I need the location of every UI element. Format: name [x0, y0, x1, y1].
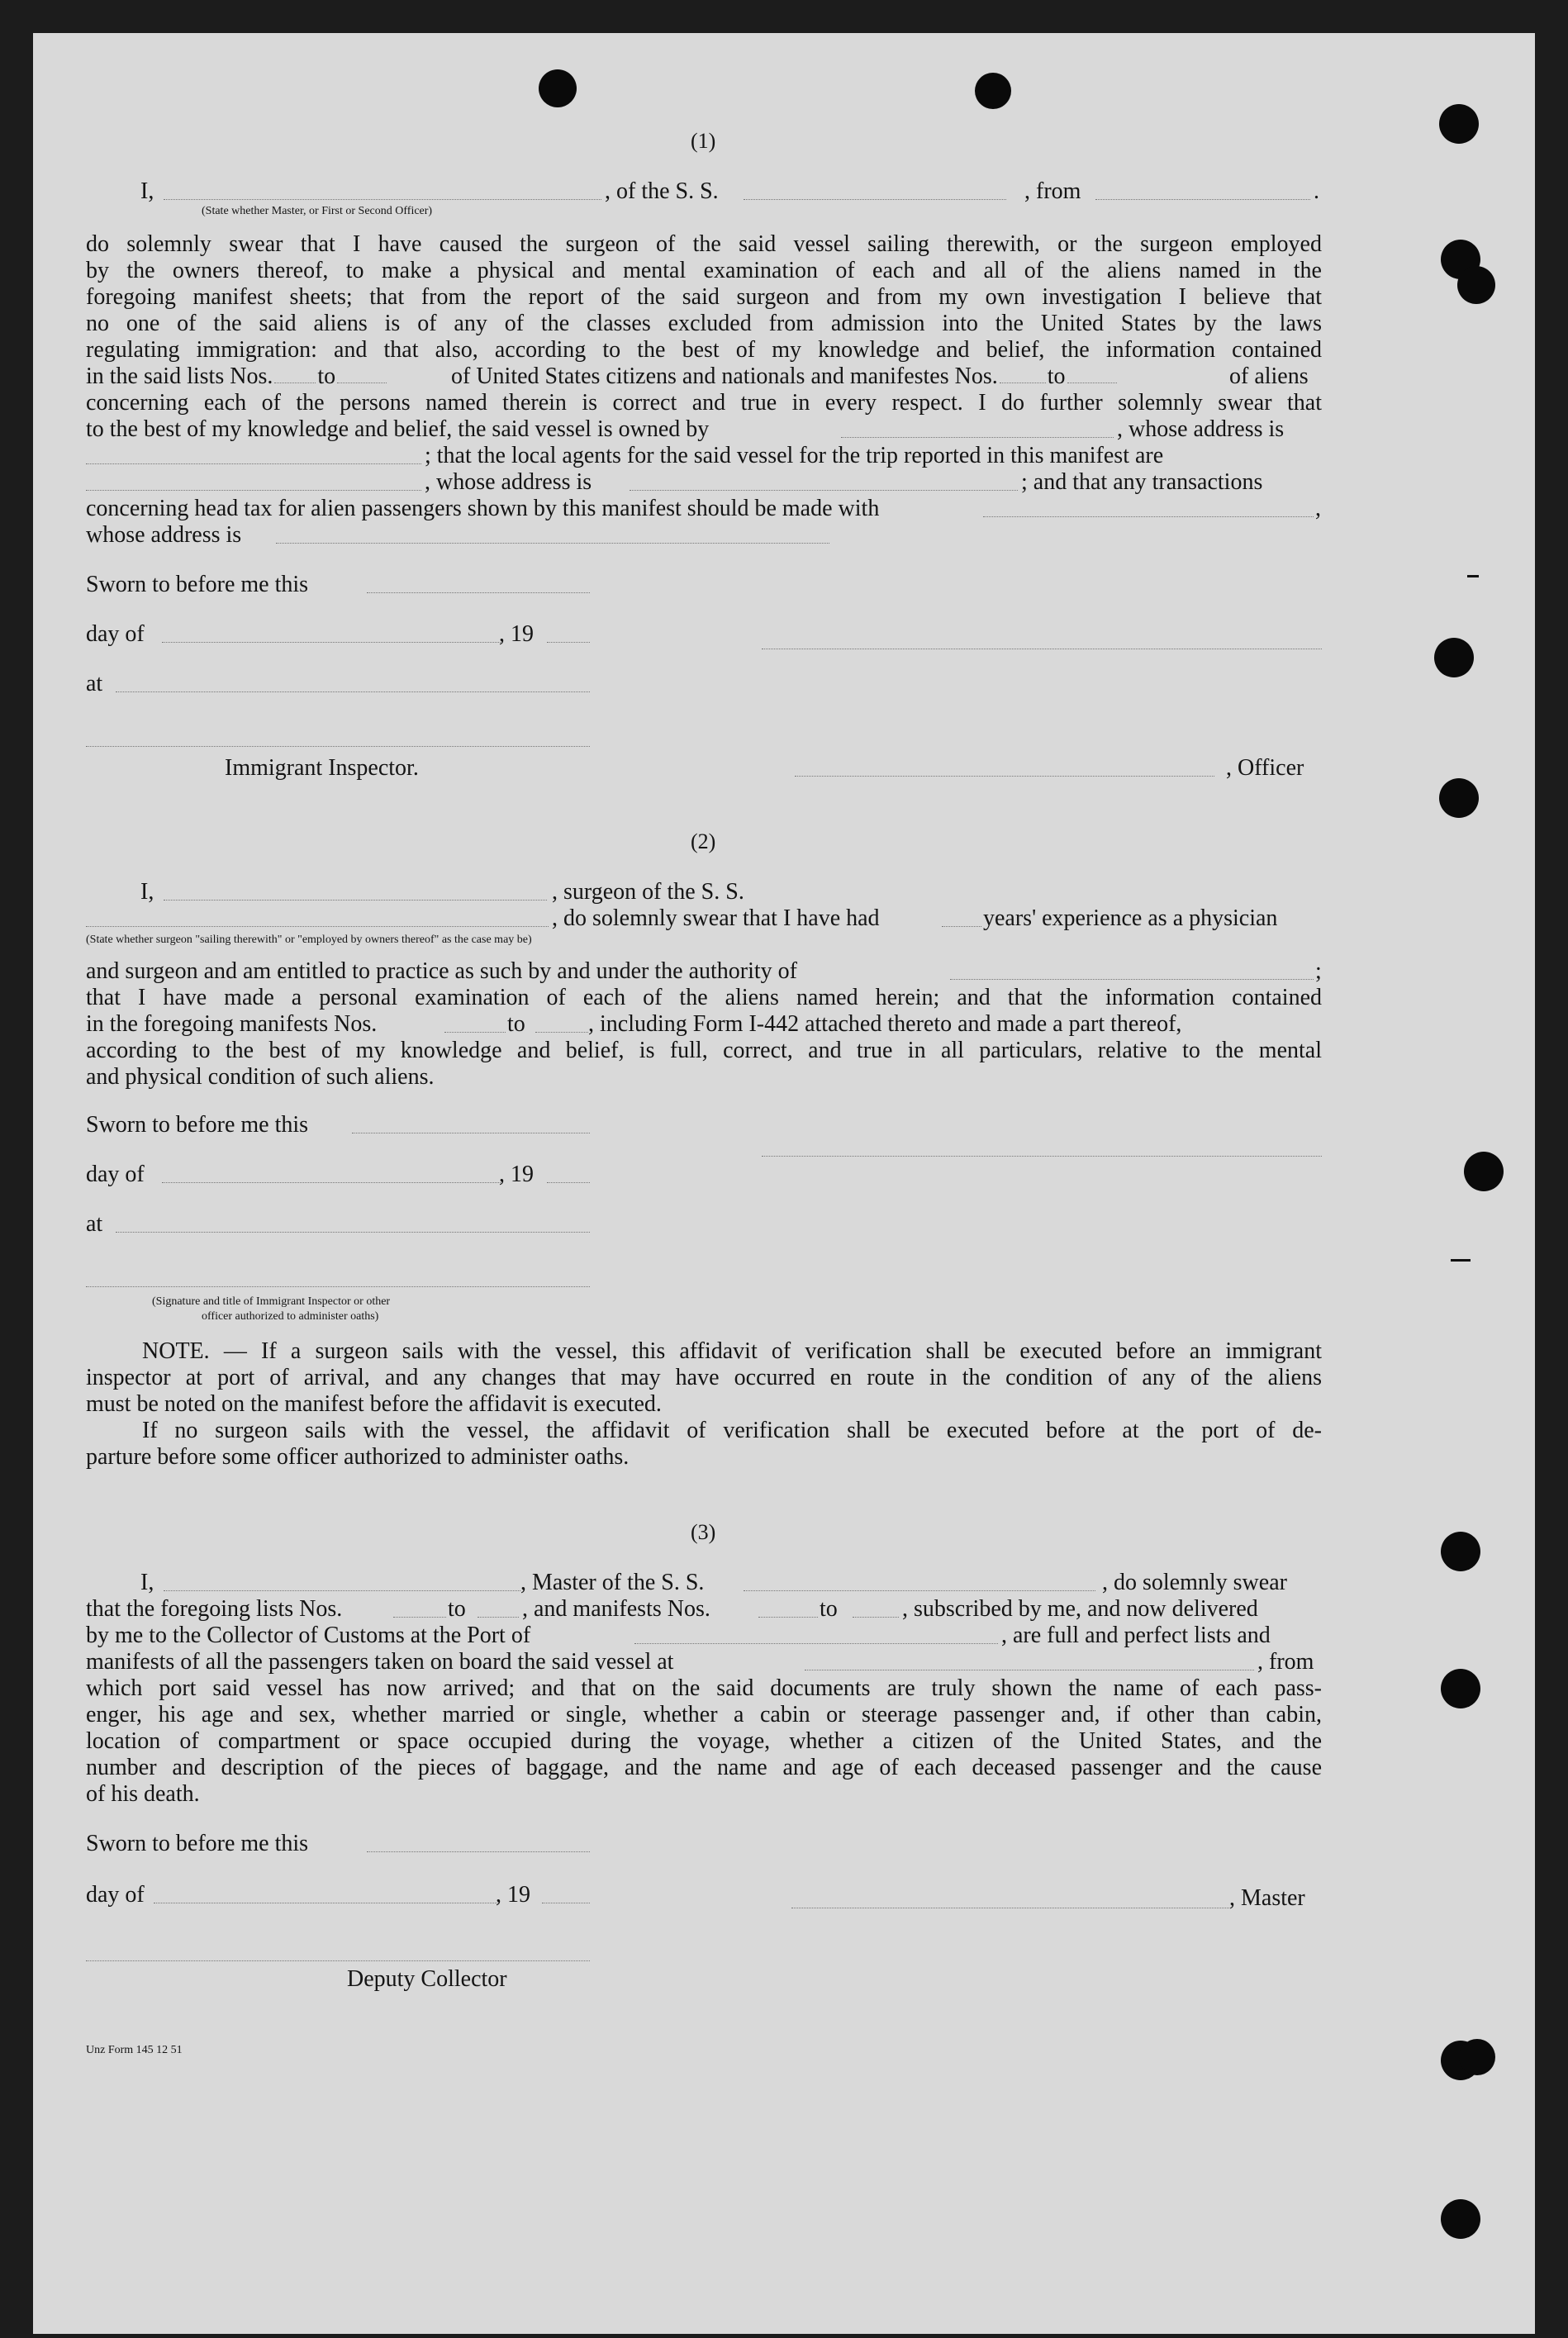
- text: to: [1047, 364, 1066, 389]
- note-line: must be noted on the manifest before the affidavit is executed.: [86, 1391, 662, 1417]
- sworn-date-field[interactable]: [352, 1132, 590, 1133]
- at-label: at: [86, 1211, 103, 1237]
- body-line: number and description of the pieces of baggage, and the name and age of each deceased passenger and the cause: [86, 1755, 1322, 1780]
- note-line: NOTE. — If a surgeon sails with the vessel, this affidavit of verification shall be executed before an immigrant: [142, 1338, 1322, 1364]
- agents-field[interactable]: [86, 489, 421, 491]
- from-port-field[interactable]: [1095, 198, 1310, 200]
- ship-name-field[interactable]: [744, 1590, 1095, 1591]
- section-3-number: (3): [691, 1520, 716, 1544]
- signature-note: (Signature and title of Immigrant Inspector or other: [152, 1295, 391, 1308]
- text: by me to the Collector of Customs at the Port of: [86, 1623, 531, 1648]
- body-line: regulating immigration: and that also, according to the best of my knowledge and belief, the information contained: [86, 337, 1322, 363]
- text: , including Form I-442 attached thereto and made a part thereof,: [588, 1011, 1182, 1037]
- sworn-date-field[interactable]: [367, 592, 590, 593]
- text: , from: [1024, 178, 1081, 204]
- at-field[interactable]: [116, 691, 590, 692]
- master-signature-field[interactable]: [791, 1907, 1229, 1908]
- officer-name-field[interactable]: [795, 775, 1214, 777]
- at-label: at: [86, 671, 103, 696]
- body-line: do solemnly swear that I have caused the surgeon of the said vessel sailing therewith, or the surgeon employed: [86, 231, 1322, 257]
- signature-note: officer authorized to administer oaths): [202, 1310, 379, 1323]
- surgeon-name-field[interactable]: [164, 899, 547, 901]
- list-from-field[interactable]: [274, 382, 316, 383]
- deputy-signature-field[interactable]: [86, 1960, 590, 1961]
- text: , are full and perfect lists and: [1001, 1623, 1271, 1648]
- text: to: [448, 1596, 466, 1622]
- manifest-to-field[interactable]: [853, 1616, 899, 1618]
- agents-address-field[interactable]: [630, 489, 1018, 491]
- text: , Master of the S. S.: [520, 1570, 705, 1595]
- list-to-field[interactable]: [478, 1616, 519, 1618]
- text: whose address is: [86, 522, 242, 548]
- text: of United States citizens and nationals and manifestes Nos.: [451, 364, 998, 389]
- text: of aliens: [1229, 364, 1309, 389]
- text: years' experience as a physician: [983, 905, 1278, 931]
- port-field[interactable]: [634, 1642, 998, 1644]
- text: , surgeon of the S. S.: [552, 879, 744, 905]
- note-line: inspector at port of arrival, and any changes that may have occurred en route in the condition of any of the aliens: [86, 1365, 1322, 1390]
- body-line: which port said vessel has now arrived; and that on the said documents are truly shown the name of each pass-: [86, 1675, 1322, 1701]
- officer-label: , Officer: [1226, 755, 1304, 781]
- head-tax-field[interactable]: [983, 516, 1314, 517]
- text: and surgeon and am entitled to practice as such by and under the authority of: [86, 958, 797, 984]
- text: , whose address is: [1117, 416, 1285, 442]
- text: manifests of all the passengers taken on board the said vessel at: [86, 1649, 674, 1675]
- list-to-field[interactable]: [337, 382, 387, 383]
- owner-line: [86, 416, 709, 443]
- text: ;: [1315, 958, 1322, 984]
- surgeon-ship-field[interactable]: [86, 925, 549, 927]
- manifest-from-field[interactable]: [758, 1616, 818, 1618]
- embark-port-field[interactable]: [805, 1669, 1254, 1670]
- body-line: and physical condition of such aliens.: [86, 1064, 435, 1090]
- inspector-signature-field[interactable]: [86, 745, 590, 747]
- text: I,: [140, 879, 154, 905]
- owner-address-field[interactable]: [86, 463, 421, 464]
- year-field[interactable]: [547, 1181, 590, 1183]
- years-field[interactable]: [942, 925, 981, 927]
- year-label: , 19: [499, 1162, 534, 1187]
- text: , subscribed by me, and now delivered: [902, 1596, 1258, 1622]
- body-line: according to the best of my knowledge and belief, is full, correct, and true in all particulars, relative to the mental: [86, 1038, 1322, 1063]
- section-2-number: (2): [691, 829, 716, 853]
- body-line: enger, his age and sex, whether married or single, whether a cabin or steerage passenger and, if other than cabin,: [86, 1702, 1322, 1727]
- at-field[interactable]: [116, 1231, 590, 1233]
- day-label: day of: [86, 1162, 145, 1187]
- section-1-line-1b: [605, 178, 719, 205]
- year-field[interactable]: [547, 641, 590, 643]
- text: to: [317, 364, 336, 389]
- surgeon-signature-field[interactable]: [762, 1155, 1322, 1157]
- text: that the foregoing lists Nos.: [86, 1596, 343, 1622]
- section-1-line-1: [140, 178, 154, 205]
- note-line: parture before some officer authorized to administer oaths.: [86, 1444, 630, 1470]
- manifest-to-field[interactable]: [1067, 382, 1117, 383]
- day-label: day of: [86, 621, 145, 647]
- list-from-field[interactable]: [393, 1616, 446, 1618]
- lists-line: [86, 364, 388, 390]
- text: .: [1314, 178, 1319, 204]
- text: ; and that any transactions: [1021, 469, 1263, 495]
- body-line: concerning each of the persons named therein is correct and true in every respect. I do further solemnly swear that: [86, 390, 1322, 416]
- text: to the best of my knowledge and belief, the said vessel is owned by: [86, 416, 710, 442]
- year-label: , 19: [499, 621, 534, 647]
- body-line: that I have made a personal examination of each of the aliens named herein; and that the information contained: [86, 985, 1322, 1010]
- field-note: (State whether Master, or First or Second Officer): [202, 205, 433, 217]
- day-field[interactable]: [154, 1902, 497, 1903]
- text: concerning head tax for alien passengers shown by this manifest should be made with: [86, 496, 880, 521]
- year-label: , 19: [496, 1882, 530, 1908]
- lists-line-b: [451, 364, 1119, 390]
- manifest-from-field[interactable]: [1000, 382, 1046, 383]
- text: I,: [140, 1570, 154, 1595]
- text: I,: [140, 178, 154, 204]
- text: in the said lists Nos.: [86, 364, 273, 389]
- day-label: day of: [86, 1882, 145, 1908]
- form-id: Unz Form 145 12 51: [86, 2044, 183, 2056]
- manifest-to-field[interactable]: [535, 1031, 588, 1033]
- master-name-field[interactable]: [164, 1590, 520, 1591]
- sworn-date-field[interactable]: [367, 1851, 590, 1852]
- body-line: of his death.: [86, 1781, 200, 1807]
- text: in the foregoing manifests Nos.: [86, 1011, 378, 1037]
- text: , do solemnly swear: [1102, 1570, 1287, 1595]
- section-1-line-1c: [1024, 178, 1081, 205]
- officer-signature-field[interactable]: [762, 648, 1322, 649]
- body-line: foregoing manifest sheets; that from the report of the said surgeon and from my own investigation I believe that: [86, 284, 1322, 310]
- text: , whose address is: [425, 469, 592, 495]
- text: ; that the local agents for the said vessel for the trip reported in this manifest are: [425, 443, 1164, 468]
- text: , and manifests Nos.: [522, 1596, 710, 1622]
- master-label: , Master: [1229, 1885, 1305, 1911]
- year-field[interactable]: [542, 1902, 590, 1903]
- body-line: no one of the said aliens is of any of the classes excluded from admission into the United States by the laws: [86, 311, 1322, 336]
- deputy-label: Deputy Collector: [347, 1966, 507, 1992]
- text: , of the S. S.: [605, 178, 719, 204]
- note-line: If no surgeon sails with the vessel, the affidavit of verification shall be executed before at the port of de-: [142, 1418, 1322, 1443]
- body-line: by the owners thereof, to make a physical and mental examination of each and all of the aliens named in the: [86, 258, 1322, 283]
- text: , do solemnly swear that I have had: [552, 905, 880, 931]
- authority-field[interactable]: [950, 978, 1314, 980]
- ship-name-field[interactable]: [744, 198, 1006, 200]
- day-field[interactable]: [162, 641, 501, 643]
- owner-field[interactable]: [841, 436, 1114, 438]
- inspector-signature-field[interactable]: [86, 1285, 590, 1287]
- section-1-number: (1): [691, 129, 716, 153]
- inspector-label: Immigrant Inspector.: [225, 755, 419, 781]
- day-field[interactable]: [162, 1181, 501, 1183]
- text: ,: [1315, 496, 1321, 521]
- manifest-from-field[interactable]: [444, 1031, 506, 1033]
- master-name-field[interactable]: [164, 198, 601, 200]
- sworn-label: Sworn to before me this: [86, 572, 309, 597]
- body-line: location of compartment or space occupied during the voyage, whether a citizen of the United States, and the: [86, 1728, 1322, 1754]
- field-note: (State whether surgeon "sailing therewith" or "employed by owners thereof" as the case may be): [86, 934, 532, 946]
- text: to: [507, 1011, 525, 1037]
- sworn-label: Sworn to before me this: [86, 1112, 309, 1138]
- text: , from: [1257, 1649, 1314, 1675]
- text: to: [820, 1596, 838, 1622]
- head-tax-address-field[interactable]: [276, 542, 829, 544]
- sworn-label: Sworn to before me this: [86, 1831, 309, 1856]
